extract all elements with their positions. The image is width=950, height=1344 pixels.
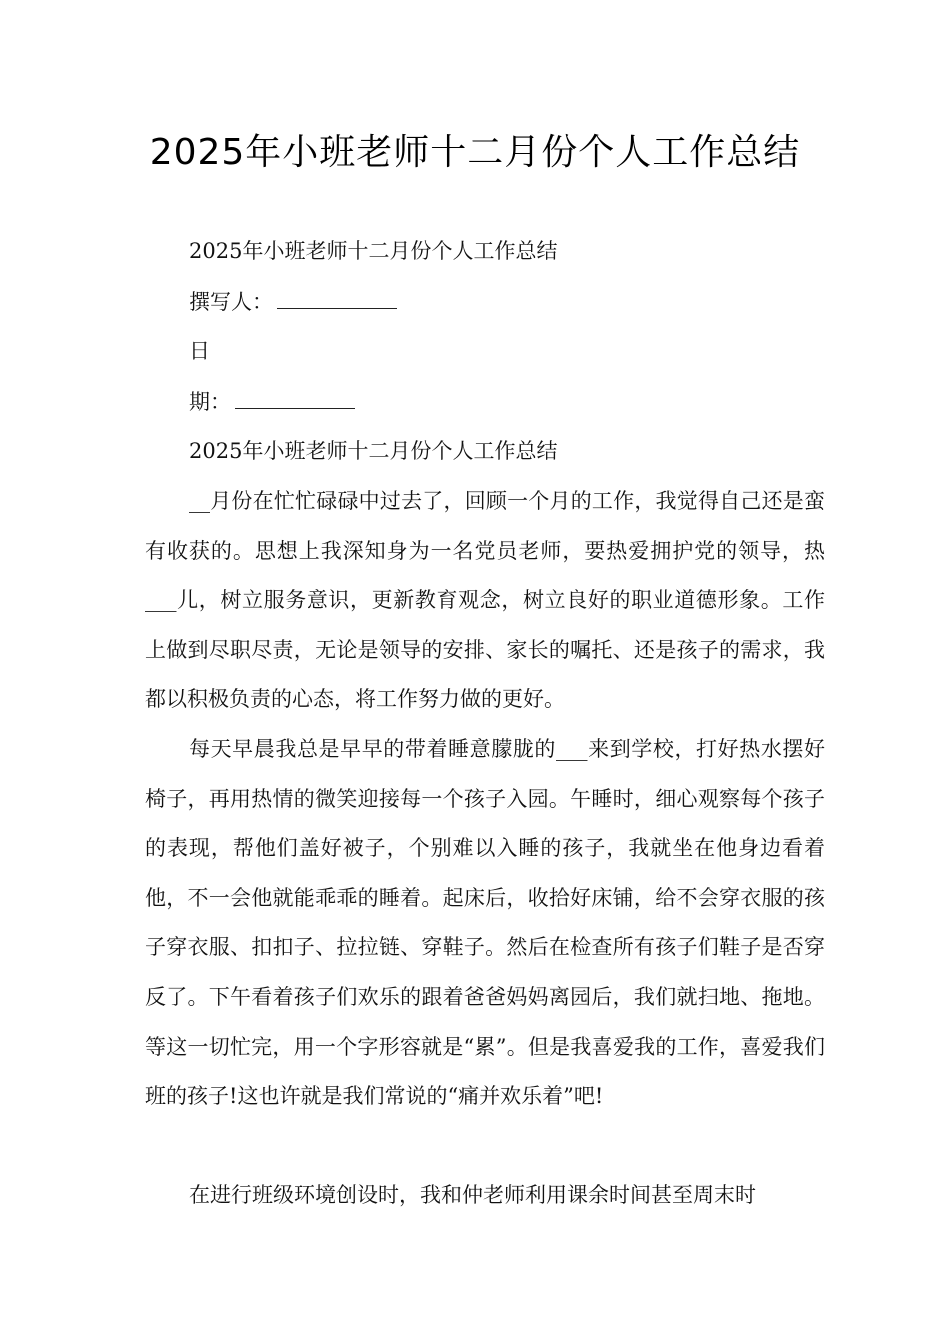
date-line	[189, 386, 355, 417]
author-line	[189, 286, 397, 317]
heading-repeat: 2025年小班老师十二月份个人工作总结	[189, 439, 558, 463]
date-blank	[235, 386, 355, 409]
paragraph-3: 在进行班级环境创设时，我和仲老师利用课余时间甚至周末时	[189, 1183, 756, 1207]
paragraph-2: 每天早晨我总是早早的带着睡意朦胧的___来到学校，打好热水摆好椅子，再用热情的微笑迎接每一个孩子入园。午睡时，细心观察每个孩子的表现，帮他们盖好被子，个别难以入睡的孩子，我就坐在他身边看着他，不一会他就能乖乖的睡着。起床后，收拾好床铺，给不会穿衣服的孩子穿衣服、扣扣子、拉拉链、穿鞋子。然后在检查所有孩子们鞋子是否穿反了。下午看着孩子们欢乐的跟着爸爸妈妈离园后，我们就扫地、拖地。等这一切忙完，用一个字形容就是“累”。但是我喜爱我的工作，喜爱我们班的孩子!这也许就是我们常说的“痛并欢乐着”吧!	[145, 737, 825, 1109]
document-title: 2025年小班老师十二月份个人工作总结	[149, 132, 801, 173]
author-blank	[277, 286, 397, 309]
author-label: 撰写人：	[189, 290, 273, 314]
date-label: 期：	[189, 390, 231, 414]
paragraph-1: __月份在忙忙碌碌中过去了，回顾一个月的工作，我觉得自己还是蛮有收获的。思想上我深知身为一名党员老师，要热爱拥护党的领导，热___儿，树立服务意识，更新教育观念，树立良好的职业道德形象。工作上做到尽职尽责，无论是领导的安排、家长的嘱托、还是孩子的需求，我都以积极负责的心态，将工作努力做的更好。	[145, 489, 825, 712]
subtitle-line: 2025年小班老师十二月份个人工作总结	[189, 239, 558, 263]
date-label-line1: 日	[189, 339, 210, 363]
